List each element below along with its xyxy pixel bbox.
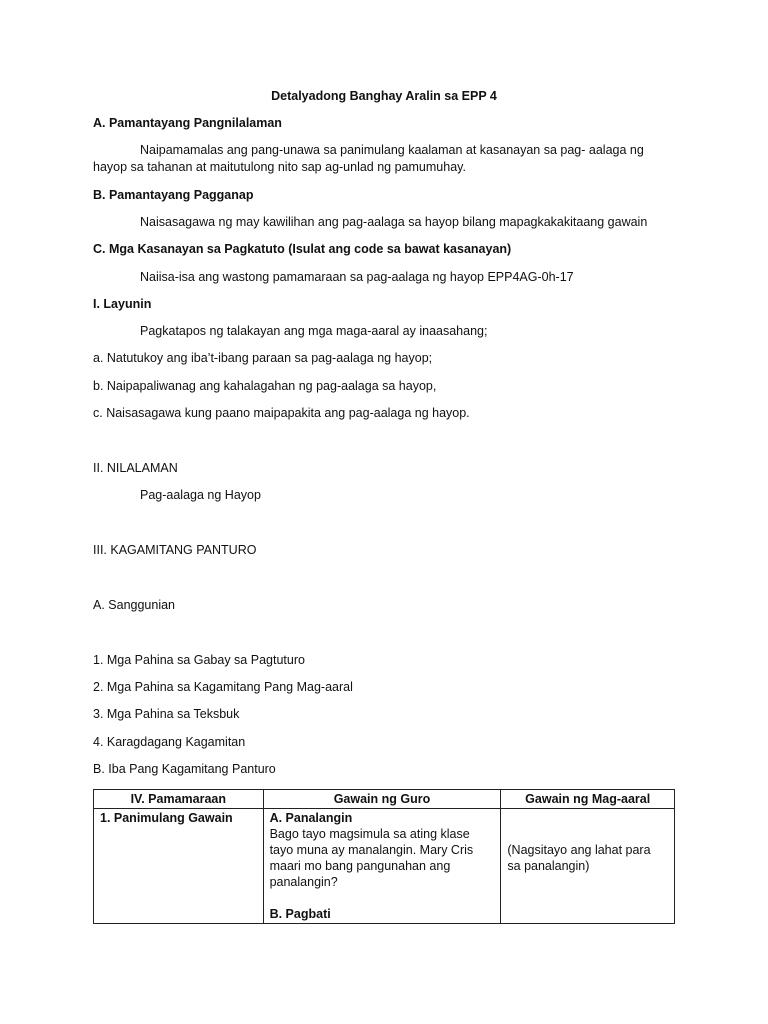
table-cell-gawain-guro (263, 809, 501, 924)
table-row (94, 809, 675, 924)
pagbati-heading: B. Pagbati (269, 907, 331, 921)
kagamitan-item: B. Iba Pang Kagamitang Panturo (93, 762, 276, 776)
section-c-heading: C. Mga Kasanayan sa Pagkatuto (Isulat ang code sa bawat kasanayan) (93, 242, 512, 256)
table-cell-gawain-mag-aaral (501, 809, 675, 924)
kagamitan-heading: III. KAGAMITANG PANTURO (93, 543, 257, 557)
panalangin-heading: A. Panalangin (269, 811, 353, 825)
mag-aaral-line: (Nagsitayo ang lahat para (507, 843, 651, 857)
nilalaman-heading: II. NILALAMAN (93, 461, 178, 475)
section-c-text: Naiisa-isa ang wastong pamamaraan sa pag-aalaga ng hayop EPP4AG-0h-17 (140, 270, 574, 284)
layunin-item-a: a. Natutukoy ang iba’t-ibang paraan sa pag-aalaga ng hayop; (93, 351, 433, 365)
section-b-heading: B. Pamantayang Pagganap (93, 188, 254, 202)
mag-aaral-line: sa panalangin) (507, 859, 590, 873)
sanggunian-heading: A. Sanggunian (93, 598, 176, 612)
section-a-text-line1: Naipamamalas ang pang-unawa sa panimulang kaalaman at kasanayan sa pag- aalaga ng (140, 143, 644, 157)
table-header-pamamaraan: IV. Pamamaraan (94, 790, 264, 809)
guro-line: tayo muna ay manalangin. Mary Cris (269, 843, 474, 857)
section-b-text: Naisasagawa ng may kawilihan ang pag-aalaga sa hayop bilang mapagkakakitaang gawain (140, 215, 648, 229)
kagamitan-item: 1. Mga Pahina sa Gabay sa Pagtuturo (93, 653, 305, 667)
guro-line: maari mo bang pangunahan ang (269, 859, 451, 873)
table-header-gawain-mag-aaral: Gawain ng Mag-aaral (501, 790, 675, 809)
kagamitan-item: 4. Karagdagang Kagamitan (93, 735, 246, 749)
table-header-row (94, 790, 675, 809)
pamamaraan-table (93, 789, 675, 924)
kagamitan-item: 2. Mga Pahina sa Kagamitang Pang Mag-aaral (93, 680, 353, 694)
table-cell-panimulang-gawain (94, 809, 264, 924)
layunin-heading: I. Layunin (93, 297, 152, 311)
guro-line: panalangin? (269, 875, 338, 889)
table-header-gawain-guro: Gawain ng Guro (263, 790, 501, 809)
cell-spacer (270, 890, 495, 906)
section-a-heading: A. Pamantayang Pangnilalaman (93, 116, 282, 130)
panimulang-gawain-label: 1. Panimulang Gawain (100, 811, 233, 825)
nilalaman-text: Pag-aalaga ng Hayop (140, 488, 261, 502)
document-title: Detalyadong Banghay Aralin sa EPP 4 (271, 89, 497, 103)
guro-line: Bago tayo magsimula sa ating klase (269, 827, 470, 841)
layunin-item-c: c. Naisasagawa kung paano maipapakita ang pag-aalaga ng hayop. (93, 406, 470, 420)
kagamitan-item: 3. Mga Pahina sa Teksbuk (93, 707, 240, 721)
layunin-item-b: b. Naipapaliwanag ang kahalagahan ng pag-aalaga sa hayop, (93, 379, 437, 393)
layunin-intro: Pagkatapos ng talakayan ang mga maga-aaral ay inaasahang; (140, 324, 488, 338)
section-a-text-line2: hayop sa tahanan at maitutulong nito sap ag-unlad ng pamumuhay. (93, 160, 466, 174)
